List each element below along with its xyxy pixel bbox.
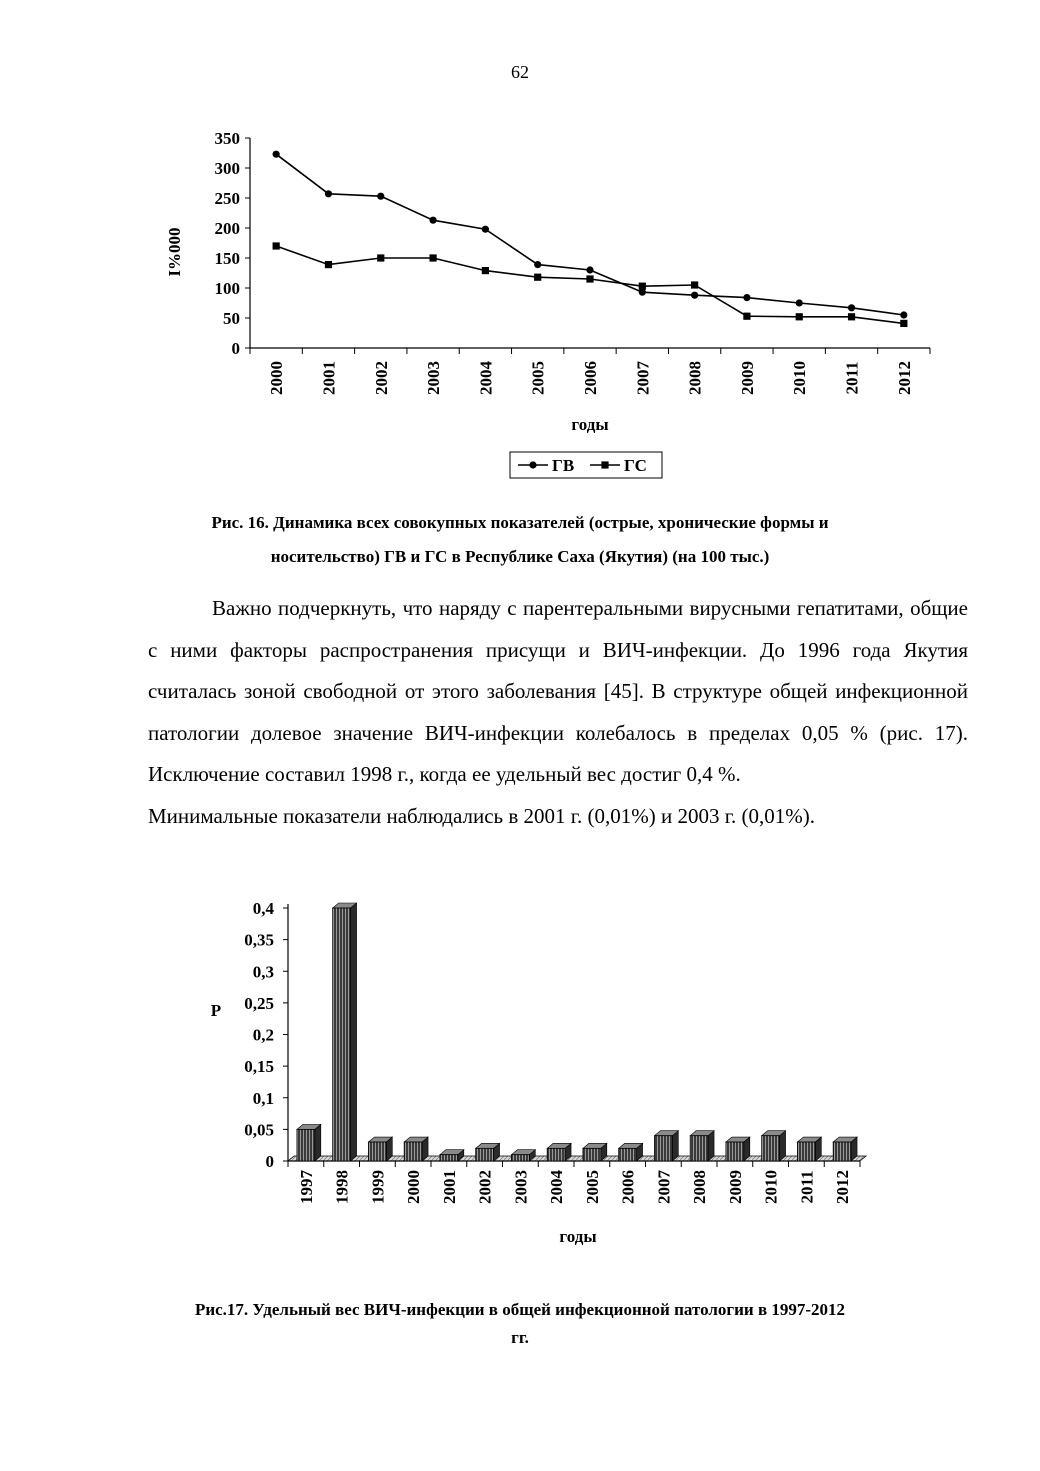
y-tick-label: 250 <box>214 189 240 208</box>
data-point <box>586 275 593 282</box>
bar-chart-x-axis-label: годы <box>559 1227 597 1246</box>
x-tick-label: 1998 <box>332 1170 352 1204</box>
x-tick-label: 2009 <box>725 1170 745 1204</box>
figure-16-caption <box>110 506 930 574</box>
legend-marker <box>529 461 536 468</box>
line-chart-x-ticks <box>250 348 930 395</box>
y-tick-label: 0,4 <box>252 899 274 918</box>
bar-front <box>547 1148 565 1161</box>
x-tick-label: 2000 <box>267 361 287 395</box>
bar-2004 <box>547 1143 571 1161</box>
y-tick-label: 150 <box>214 249 240 268</box>
x-tick-label: 2002 <box>475 1170 495 1204</box>
bar-chart-x-ticks <box>288 1161 860 1204</box>
series-gs <box>273 242 908 327</box>
bar-2001 <box>440 1150 464 1161</box>
x-tick-label: 2006 <box>581 361 600 395</box>
x-tick-label: 2010 <box>790 361 810 395</box>
data-point <box>482 226 489 233</box>
bar-front <box>797 1142 815 1161</box>
y-tick-label: 300 <box>214 159 240 178</box>
data-point <box>586 266 593 273</box>
bar-2000 <box>404 1137 428 1161</box>
y-tick-label: 0,3 <box>252 962 274 982</box>
paragraph-text-last: Минимальные показатели наблюдались в 2001 г. (0,01%) и 2003 г. (0,01%). <box>148 803 815 828</box>
figure-16-caption-line1: Рис. 16. Динамика всех совокупных показателей (острые, хронические формы и <box>211 513 829 532</box>
x-tick-label: 2004 <box>547 1170 567 1204</box>
x-tick-label: 2012 <box>894 361 914 395</box>
bar-chart-axes <box>288 904 860 1161</box>
bar-1998 <box>333 903 357 1161</box>
bar-front <box>583 1148 601 1161</box>
x-tick-label: 2001 <box>319 361 339 395</box>
line-chart-x-axis-label: годы <box>571 415 609 434</box>
line-chart-series <box>273 151 908 327</box>
line-chart-legend <box>510 452 662 478</box>
bar-front <box>511 1155 529 1161</box>
data-point <box>691 281 698 288</box>
line-chart-y-ticks <box>215 129 251 358</box>
x-tick-label: 2000 <box>404 1170 424 1204</box>
x-tick-label: 2004 <box>476 361 496 396</box>
bar-side <box>315 1124 321 1161</box>
x-tick-label: 1997 <box>296 1170 316 1204</box>
line-chart <box>0 0 1040 490</box>
data-point <box>639 283 646 290</box>
data-point <box>691 292 698 299</box>
bar-chart-y-ticks <box>244 899 288 1171</box>
y-tick-label: 50 <box>223 309 240 328</box>
bar-2007 <box>654 1131 678 1161</box>
y-tick-label: 0 <box>231 339 240 358</box>
x-tick-label: 2011 <box>797 1170 817 1204</box>
bar-front <box>368 1142 386 1161</box>
x-tick-label: 2005 <box>528 361 548 395</box>
data-point <box>429 217 436 224</box>
data-point <box>796 313 803 320</box>
figure-17-caption <box>110 1296 930 1352</box>
x-tick-label: 1999 <box>368 1170 388 1204</box>
data-point <box>534 274 541 281</box>
x-tick-label: 2003 <box>424 361 444 395</box>
bar-front <box>762 1136 780 1161</box>
y-tick-label: 0,05 <box>244 1120 274 1140</box>
series-gv <box>273 151 908 319</box>
x-tick-label: 2002 <box>371 361 391 395</box>
bar-front <box>297 1129 315 1161</box>
bar-side <box>351 903 357 1161</box>
data-point <box>482 267 489 274</box>
x-tick-label: 2005 <box>582 1170 602 1204</box>
x-tick-label: 2007 <box>654 1170 674 1204</box>
data-point <box>848 304 855 311</box>
y-tick-label: 0,25 <box>244 993 274 1013</box>
bar-2012 <box>833 1137 857 1161</box>
bar-2006 <box>619 1143 643 1161</box>
x-tick-label: 2001 <box>439 1170 459 1204</box>
y-tick-label: 0,15 <box>244 1057 274 1077</box>
data-point <box>900 311 907 318</box>
bar-front <box>690 1136 708 1161</box>
body-paragraph <box>148 588 968 838</box>
y-tick-label: 0,35 <box>244 930 274 950</box>
data-point <box>743 313 750 320</box>
data-point <box>743 294 750 301</box>
y-tick-label: 350 <box>214 129 240 148</box>
bar-2008 <box>690 1131 714 1161</box>
legend-marker <box>601 461 608 468</box>
series-line <box>276 154 904 315</box>
bar-2009 <box>726 1137 750 1161</box>
series-line <box>276 246 904 323</box>
bar-chart-bars <box>297 903 857 1161</box>
data-point <box>325 261 332 268</box>
x-tick-label: 2007 <box>633 361 653 395</box>
data-point <box>377 254 384 261</box>
data-point <box>325 190 332 197</box>
y-tick-label: 100 <box>214 279 240 298</box>
x-tick-label: 2012 <box>833 1170 853 1204</box>
bar-front <box>333 908 351 1161</box>
page-number: 62 <box>511 62 529 82</box>
paragraph-text: Важно подчеркнуть, что наряду с парентеральными вирусными гепатитами, общие с ними факторы распространения присущи и ВИЧ-инфекции. До 1996 года Якутия считалась зоной свободной от этого заболевания [45]. В структуре общей инфекционной патологии долевое значение ВИЧ-инфекции колебалось в пределах 0,05 % (рис. 17). Исключение составил 1998 г., когда ее удельный вес достиг 0,4 %. <box>148 596 968 787</box>
x-tick-label: 2008 <box>690 1170 710 1204</box>
bar-front <box>619 1148 637 1161</box>
bar-front <box>404 1142 422 1161</box>
bar-2005 <box>583 1143 607 1161</box>
bar-1999 <box>368 1137 392 1161</box>
line-chart-y-axis-label: I%000 <box>165 227 184 277</box>
bar-chart <box>0 880 1040 1280</box>
y-tick-label: 0,2 <box>252 1025 274 1045</box>
x-tick-label: 2006 <box>618 1170 638 1204</box>
bar-2003 <box>511 1150 535 1161</box>
y-tick-label: 0,1 <box>252 1088 274 1108</box>
data-point <box>796 299 803 306</box>
bar-2002 <box>476 1143 500 1161</box>
y-tick-label: 200 <box>214 219 240 238</box>
figure-17-caption-line1: Рис.17. Удельный вес ВИЧ-инфекции в общей инфекционной патологии в 1997-2012 <box>194 1300 846 1319</box>
data-point <box>273 151 280 158</box>
bar-front <box>654 1136 672 1161</box>
data-point <box>900 320 907 327</box>
bar-front <box>833 1142 851 1161</box>
y-tick-label: 0 <box>265 1152 274 1171</box>
bar-front <box>476 1148 494 1161</box>
bar-front <box>440 1155 458 1161</box>
x-tick-label: 2010 <box>761 1170 781 1204</box>
figure-16-caption-line2: носительство) ГВ и ГС в Республике Саха (Якутия) (на 100 тыс.) <box>270 547 770 566</box>
data-point <box>534 261 541 268</box>
figure-17-caption-line2: гг. <box>511 1328 529 1347</box>
x-tick-label: 2008 <box>685 361 705 395</box>
data-point <box>273 242 280 249</box>
bar-front <box>726 1142 744 1161</box>
x-tick-label: 2003 <box>511 1170 531 1204</box>
data-point <box>429 254 436 261</box>
legend-label: ГВ <box>552 456 575 475</box>
x-tick-label: 2009 <box>737 361 757 395</box>
bar-2010 <box>762 1131 786 1161</box>
legend-label: ГС <box>624 456 647 475</box>
x-tick-label: 2011 <box>842 361 862 395</box>
bar-1997 <box>297 1124 321 1161</box>
data-point <box>377 193 384 200</box>
data-point <box>848 313 855 320</box>
bar-chart-y-axis-label: P <box>210 1001 222 1020</box>
bar-2011 <box>797 1137 821 1161</box>
